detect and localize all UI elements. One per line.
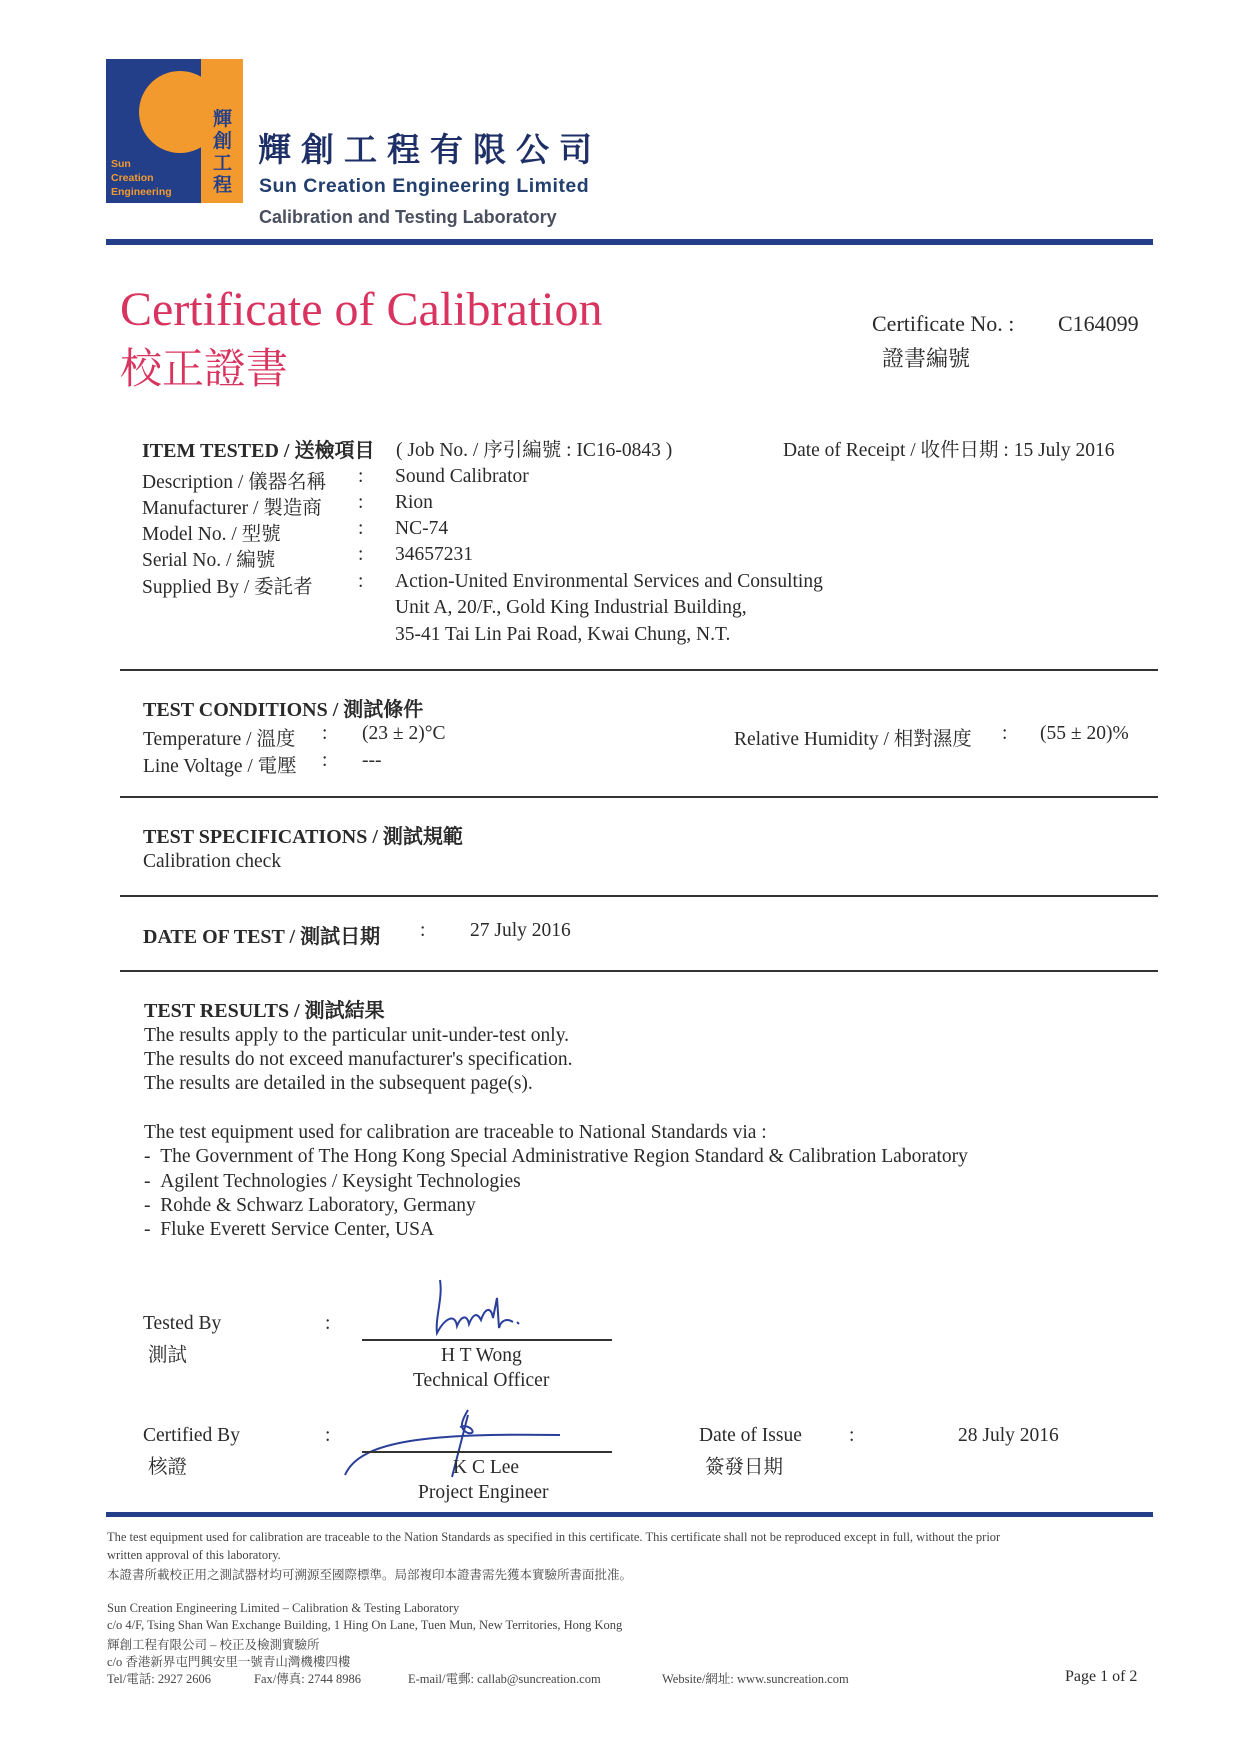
signature-line xyxy=(362,1451,612,1453)
result-line: The results do not exceed manufacturer's specification. xyxy=(144,1049,573,1070)
header-divider xyxy=(106,239,1153,245)
field-colon: : xyxy=(325,1313,331,1334)
footer-note: The test equipment used for calibration are traceable to the Nation Standards as specified in this certificate. This certificate shall not be reproduced except in full, without the prior xyxy=(107,1530,1001,1544)
date-of-issue-label: Date of Issue xyxy=(699,1425,802,1446)
footer-email: E-mail/電郵: callab@suncreation.com xyxy=(408,1672,601,1686)
lab-name: Calibration and Testing Laboratory xyxy=(259,207,557,227)
field-colon: : xyxy=(358,518,364,539)
traceable-item-text: Fluke Everett Service Center, USA xyxy=(160,1219,435,1240)
traceable-item-text: The Government of The Hong Kong Special Administrative Region Standard & Calibration Laboratory xyxy=(160,1146,968,1167)
certificate-number: C164099 xyxy=(1058,311,1139,336)
field-colon: : xyxy=(358,492,364,513)
signature-line xyxy=(362,1339,612,1341)
temperature-label: Temperature / 溫度 xyxy=(143,729,296,750)
certified-by-name: K C Lee xyxy=(453,1457,520,1478)
logo-text-line: Sun xyxy=(111,158,131,170)
certified-by-title: Project Engineer xyxy=(418,1482,549,1503)
job-number: ( Job No. / 序引編號 : IC16-0843 ) xyxy=(396,440,673,461)
date-of-test-heading: DATE OF TEST / 測試日期 xyxy=(143,926,381,948)
footer-website: Website/網址: www.suncreation.com xyxy=(662,1672,849,1686)
field-colon: : xyxy=(325,1425,331,1446)
logo-text-line: Creation xyxy=(111,172,154,184)
section-divider xyxy=(120,970,1158,972)
test-conditions-heading: TEST CONDITIONS / 測試條件 xyxy=(143,699,424,721)
tested-by-name: H T Wong xyxy=(441,1345,522,1366)
date-of-test-value: 27 July 2016 xyxy=(470,920,571,941)
section-divider xyxy=(120,895,1158,897)
humidity-value: (55 ± 20)% xyxy=(1040,723,1129,744)
footer-note: written approval of this laboratory. xyxy=(107,1548,281,1562)
traceable-intro: The test equipment used for calibration are traceable to National Standards via : xyxy=(144,1122,767,1143)
tested-by-label-cjk: 測試 xyxy=(148,1345,188,1366)
date-of-receipt: Date of Receipt / 收件日期 : 15 July 2016 xyxy=(783,440,1115,461)
result-line: The results apply to the particular unit-under-test only. xyxy=(144,1025,570,1046)
company-name-cjk: 輝創工程有限公司 xyxy=(258,131,602,168)
field-value: 34657231 xyxy=(395,544,473,565)
field-colon: : xyxy=(358,571,364,592)
certificate-title-cjk: 校正證書 xyxy=(120,347,289,393)
test-specifications-heading: TEST SPECIFICATIONS / 測試規範 xyxy=(143,826,463,848)
field-label: Supplied By / 委託者 xyxy=(142,577,313,598)
footer-tel: Tel/電話: 2927 2606 xyxy=(107,1672,211,1686)
certified-by-label-cjk: 核證 xyxy=(148,1457,188,1478)
certificate-number-label-cjk: 證書編號 xyxy=(882,346,971,371)
logo-sun-circle xyxy=(139,71,201,153)
footer-address: c/o 香港新界屯門興安里一號青山灣機樓四樓 xyxy=(107,1655,351,1669)
field-colon: : xyxy=(1002,723,1008,744)
field-colon: : xyxy=(420,920,426,941)
line-voltage-label: Line Voltage / 電壓 xyxy=(143,756,297,777)
logo-text xyxy=(111,157,172,199)
address-line: Unit A, 20/F., Gold King Industrial Building, xyxy=(395,597,747,618)
footer-address: c/o 4/F, Tsing Shan Wan Exchange Building, 1 Hing On Lane, Tuen Mun, New Territories, Hong Kong xyxy=(107,1618,623,1632)
field-value: Action-United Environmental Services and Consulting xyxy=(395,571,823,592)
footer-divider xyxy=(106,1512,1153,1517)
page-number: Page 1 of 2 xyxy=(1065,1668,1138,1685)
temperature-value: (23 ± 2)°C xyxy=(362,723,446,744)
tested-by-label: Tested By xyxy=(143,1313,222,1334)
date-of-issue-value: 28 July 2016 xyxy=(958,1425,1059,1446)
field-label: Description / 儀器名稱 xyxy=(142,472,327,493)
field-value: Rion xyxy=(395,492,433,513)
field-label: Model No. / 型號 xyxy=(142,524,281,545)
footer-note-cjk: 本證書所載校正用之測試器材均可溯源至國際標準。局部複印本證書需先獲本實驗所書面批准。 xyxy=(107,1568,633,1582)
field-colon: : xyxy=(322,750,328,771)
certificate-title: Certificate of Calibration xyxy=(120,283,603,336)
certificate-number-label: Certificate No. : xyxy=(872,311,1015,336)
logo-text-line: Engineering xyxy=(111,186,172,198)
certified-by-label: Certified By xyxy=(143,1425,240,1446)
field-colon: : xyxy=(358,544,364,565)
test-results-heading: TEST RESULTS / 測試結果 xyxy=(144,1000,385,1022)
tested-by-title: Technical Officer xyxy=(413,1370,550,1391)
item-tested-heading: ITEM TESTED / 送檢項目 xyxy=(142,440,375,462)
date-of-issue-label-cjk: 簽發日期 xyxy=(705,1457,784,1478)
logo-cjk: 輝創工程 xyxy=(213,109,233,196)
section-divider xyxy=(120,796,1158,798)
logo-blue-panel xyxy=(106,59,201,203)
footer-fax: Fax/傳真: 2744 8986 xyxy=(254,1672,361,1686)
address-line: 35-41 Tai Lin Pai Road, Kwai Chung, N.T. xyxy=(395,624,731,645)
traceable-item-text: Agilent Technologies / Keysight Technologies xyxy=(160,1171,521,1192)
tested-by-signature xyxy=(425,1278,545,1338)
footer-address: 輝創工程有限公司 – 校正及檢測實驗所 xyxy=(107,1638,320,1652)
traceable-item: - The Government of The Hong Kong Special Administrative Region Standard & Calibration Laboratory xyxy=(144,1146,968,1167)
field-colon: : xyxy=(358,466,364,487)
traceable-item: - Fluke Everett Service Center, USA xyxy=(144,1219,435,1240)
humidity-label: Relative Humidity / 相對濕度 xyxy=(734,729,972,750)
field-value: Sound Calibrator xyxy=(395,466,529,487)
section-divider xyxy=(120,669,1158,671)
footer-address: Sun Creation Engineering Limited – Calibration & Testing Laboratory xyxy=(107,1601,460,1615)
field-label: Manufacturer / 製造商 xyxy=(142,498,322,519)
line-voltage-value: --- xyxy=(362,750,382,771)
field-value: NC-74 xyxy=(395,518,449,539)
traceable-item: - Agilent Technologies / Keysight Technologies xyxy=(144,1171,521,1192)
traceable-item-text: Rohde & Schwarz Laboratory, Germany xyxy=(160,1195,476,1216)
result-line: The results are detailed in the subsequent page(s). xyxy=(144,1073,533,1094)
company-name-en: Sun Creation Engineering Limited xyxy=(259,175,590,197)
company-logo xyxy=(106,59,243,203)
field-label: Serial No. / 編號 xyxy=(142,550,276,571)
traceable-item: - Rohde & Schwarz Laboratory, Germany xyxy=(144,1195,476,1216)
field-colon: : xyxy=(322,723,328,744)
test-specifications-value: Calibration check xyxy=(143,851,282,872)
field-colon: : xyxy=(849,1425,855,1446)
